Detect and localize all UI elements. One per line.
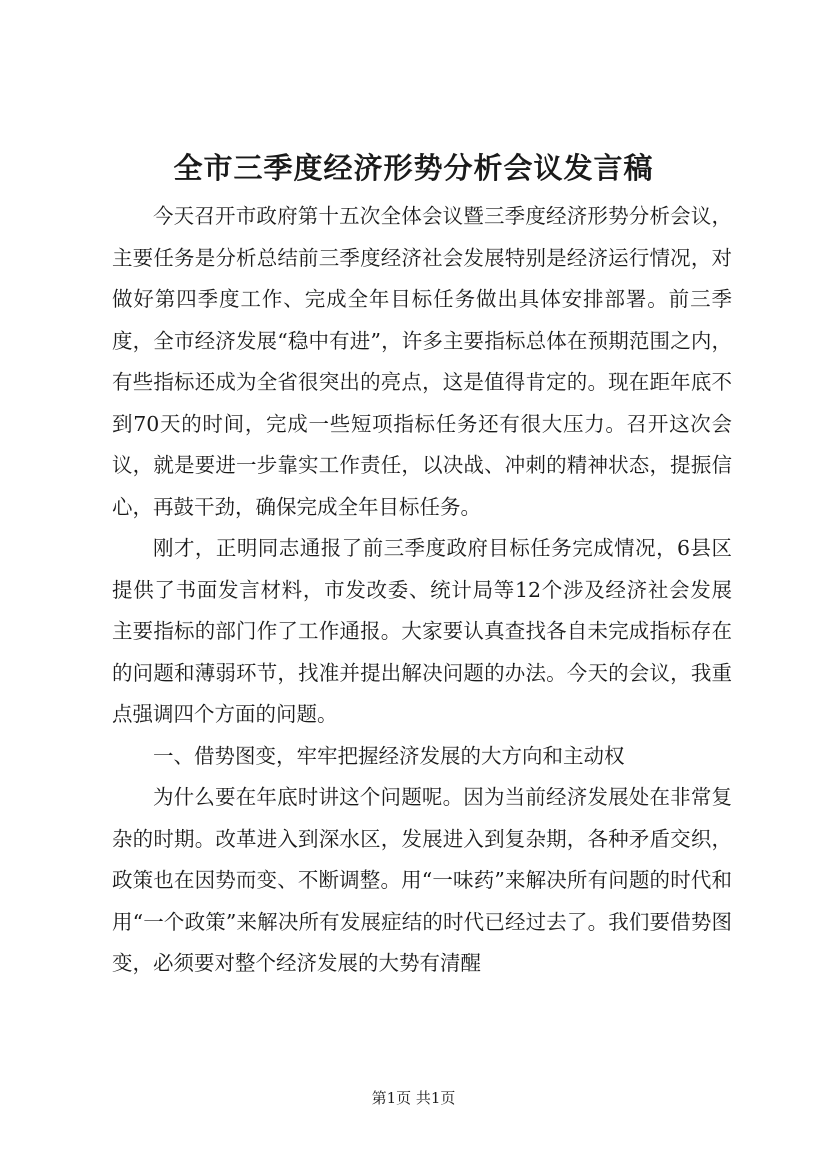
paragraph-intro: 今天召开市政府第十五次全体会议暨三季度经济形势分析会议，主要任务是分析总结前三季度经济社会发展特别是经济运行情况，对做好第四季度工作、完成全年目标任务做出具体安排部署。前三季度，全市经济发展“稳中有进”，许多主要指标总体在预期范围之内，有些指标还成为全省很突出的亮点，这是值得肯定的。现在距年底不到70天的时间，完成一些短项指标任务还有很大压力。召开这次会议，就是要进一步靠实工作责任，以决战、冲刺的精神状态，提振信心，再鼓干劲，确保完成全年目标任务。 [112, 204, 732, 519]
paragraph-report: 刚才，正明同志通报了前三季度政府目标任务完成情况，6县区提供了书面发言材料，市发改委、统计局等12个涉及经济社会发展主要指标的部门作了工作通报。大家要认真查找各自未完成指标存在的问题和薄弱环节，找准并提出解决问题的办法。今天的会议，我重点强调四个方面的问题。 [112, 536, 732, 726]
page-footer: 第1页 共1页 [371, 1089, 456, 1107]
document-title: 全市三季度经济形势分析会议发言稿 [173, 151, 654, 185]
paragraph-section-1: 为什么要在年底时讲这个问题呢。因为当前经济发展处在非常复杂的时期。改革进入到深水区，发展进入到复杂期，各种矛盾交织，政策也在因势而变、不断调整。用“一味药”来解决所有问题的时代和用“一个政策”来解决所有发展症结的时代已经过去了。我们要借势图变，必须要对整个经济发展的大势有清醒 [112, 785, 732, 975]
section-heading-1: 一、借势图变，牢牢把握经济发展的大方向和主动权 [153, 743, 625, 768]
document-body [112, 196, 732, 985]
